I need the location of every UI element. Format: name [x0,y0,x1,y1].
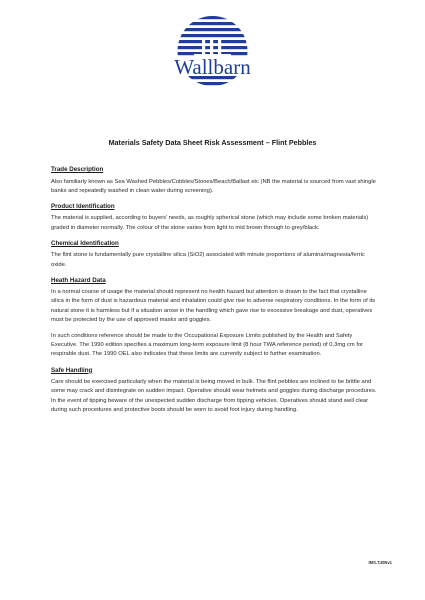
section-paragraph: The material is supplied, according to buyers’ needs, as roughly spherical stone (which may include some broken materials) graded in diameter normally. The colour of the stone varies from light to mid brown through to grey/black. [51,215,369,231]
section-paragraph: Also familiarly known as Sea Washed Pebbles/Cobbles/Stones/Beach/Ballast etc (NB the material is sourced from vast shingle banks and repeatedly washed in clean water during screening). [51,178,376,194]
section-paragraph: In a normal course of usage the material should represent no health hazard but attention is drawn to the fact that crystalline silica in the form of dust is hazardous material and inhalation could give rise to adverse respiratory conditions. In the form of its natural stone it is harmless but if a situation arose in the handling which gave rise to excessive breakage and dust, operatives must be protected by the use of approved masks and goggles. [51,289,376,323]
section-safe-handling [51,367,380,415]
section-heading: Safe Handling [51,366,93,374]
document-body [51,166,380,422]
wallbarn-logo-graphic [150,14,275,96]
section-heading: Chemical Identification [51,239,119,247]
section-product-identification [51,203,380,233]
document-reference: IMS.T.805v1 [368,560,392,565]
section-paragraph: Care should be exercised particularly when the material is being moved in bulk. The flint pebbles are inclined to be brittle and some may crack and disintegrate on sudden impact. Operative should wear helmets and goggles during discharge procedures. In the event of tipping beware of the unexpected sudden discharge from tipping vehicles. Operatives should stand well clear during such procedures and protective boots should be worn to avoid foot injury during handling. [51,379,377,413]
wallbarn-logo [150,14,275,96]
section-trade-description [51,166,380,196]
document-title: Materials Safety Data Sheet Risk Assessment – Flint Pebbles [108,138,317,147]
section-paragraph: The flint stone is fundamentally pure crystalline silica (SiO2) associated with minute proportions of alumina/magnesia/ferric oxide. [51,252,365,268]
section-chemical-identification [51,240,380,270]
section-health-hazard-data [51,277,380,360]
section-paragraph: In such conditions reference should be made to the Occupational Exposure Limits published by the Health and Safety Executive. The 1990 edition specifies a maximum long-term exposure limit (8 hour TWA reference period) of 0.3mg cm for respirable dust. The 1990 OEL also indicates that these limits are currently subject to further examination. [51,333,364,358]
section-heading: Product Identification [51,202,115,210]
logo-wordmark: Wallbarn [174,55,251,79]
section-heading: Trade Description [51,166,104,173]
section-heading: Heath Hazard Data [51,276,106,284]
